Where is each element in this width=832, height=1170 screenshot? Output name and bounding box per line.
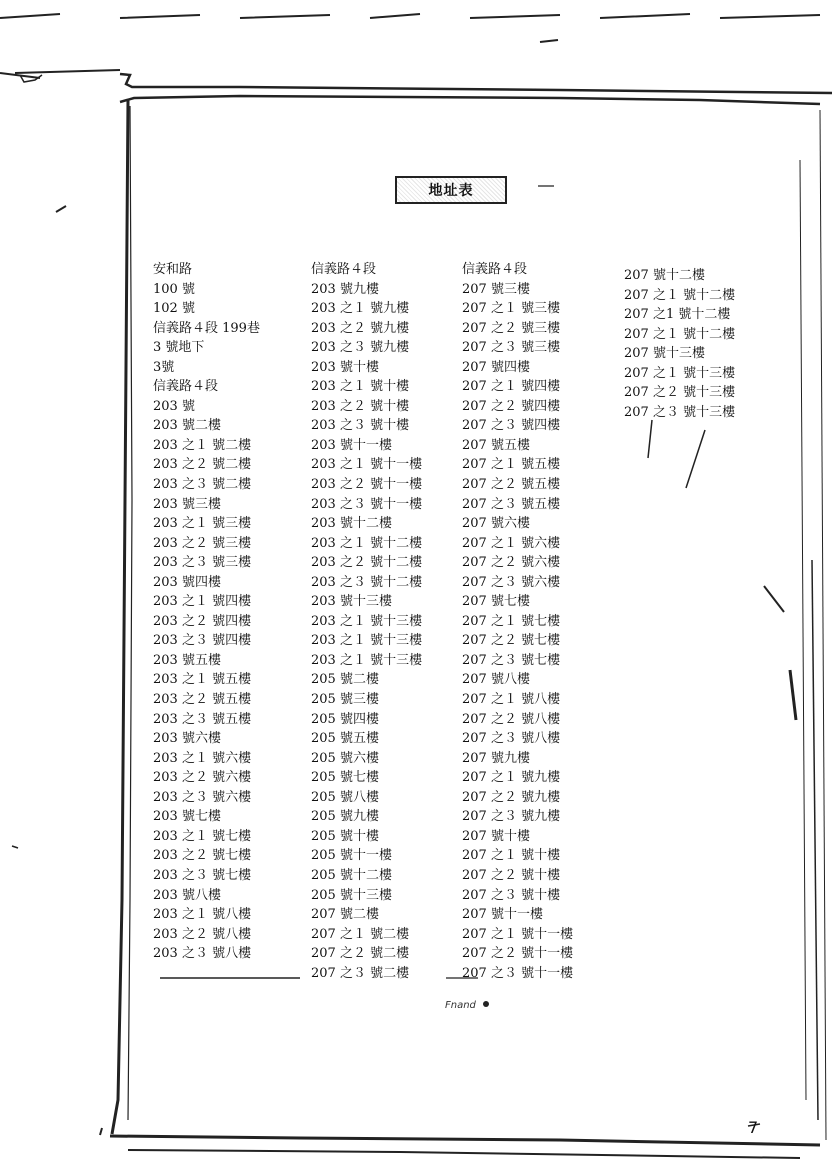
address-line: 207 之３ 號三樓 — [462, 340, 561, 356]
address-line: 207 號五樓 — [462, 437, 530, 453]
address-line: 203 之２ 號六樓 — [153, 770, 252, 786]
address-line: 207 之３ 號九樓 — [462, 809, 561, 825]
address-line: 203 號六樓 — [153, 731, 221, 747]
address-line: 203 號七樓 — [153, 809, 221, 825]
address-line: 207 之１ 號八樓 — [462, 692, 561, 708]
address-line: 100 號 — [153, 281, 195, 297]
address-line: 203 之３ 號十樓 — [311, 418, 410, 434]
address-line: 203 之３ 號四樓 — [153, 633, 252, 649]
address-line: 207 號二樓 — [311, 907, 379, 923]
address-line: 203 之１ 號十三樓 — [311, 652, 423, 668]
address-line: 203 之３ 號三樓 — [153, 555, 252, 571]
address-line: 203 之１ 號二樓 — [153, 437, 252, 453]
address-line: 207 之１ 號六樓 — [462, 535, 561, 551]
address-line: 207 號十一樓 — [462, 907, 543, 923]
address-line: 207 之２ 號十一樓 — [462, 946, 574, 962]
address-line: 203 之１ 號五樓 — [153, 672, 252, 688]
address-line: 203 號九樓 — [311, 281, 379, 297]
address-line: 203 之３ 號五樓 — [153, 711, 252, 727]
address-line: 207 號十三樓 — [624, 346, 705, 362]
address-line: 207 號十樓 — [462, 828, 530, 844]
address-line: 207 之２ 號十三樓 — [624, 385, 736, 401]
address-line: 203 號十一樓 — [311, 437, 392, 453]
address-line: 205 號三樓 — [311, 692, 379, 708]
address-line: 3 號地下 — [153, 340, 205, 356]
address-line: 203 之１ 號三樓 — [153, 516, 252, 532]
address-line: 205 號十三樓 — [311, 887, 392, 903]
address-line: 205 號四樓 — [311, 711, 379, 727]
address-line: 207 之３ 號八樓 — [462, 731, 561, 747]
address-line: 203 號三樓 — [153, 496, 221, 512]
address-line: 203 之３ 號九樓 — [311, 340, 410, 356]
address-line: 102 號 — [153, 301, 195, 317]
address-line: 安和路 — [153, 262, 193, 277]
address-line: 203 號十二樓 — [311, 516, 392, 532]
address-line: 203 之２ 號八樓 — [153, 926, 252, 942]
address-line: 207 之３ 號十一樓 — [462, 965, 574, 981]
address-line: 203 之２ 號九樓 — [311, 320, 410, 336]
address-line: 207 之１ 號二樓 — [311, 926, 410, 942]
address-line: 203 之１ 號七樓 — [153, 828, 252, 844]
address-line: 207 號十二樓 — [624, 268, 705, 283]
address-line: 207 之３ 號十三樓 — [624, 404, 736, 420]
address-line: 205 號八樓 — [311, 789, 379, 805]
address-line: 207 之２ 號六樓 — [462, 555, 561, 571]
address-line: 207 之３ 號二樓 — [311, 965, 410, 981]
document-title-stamp — [395, 176, 507, 204]
address-line: 207 之３ 號五樓 — [462, 496, 561, 512]
address-line: 203 之２ 號十樓 — [311, 398, 410, 414]
address-line: 207 之１ 號十二樓 — [624, 326, 736, 342]
address-line: 205 號五樓 — [311, 731, 379, 747]
address-line: 207 之２ 號三樓 — [462, 320, 561, 336]
address-line: 207 之１ 號十樓 — [462, 848, 561, 864]
address-line: 203 之３ 號二樓 — [153, 477, 252, 493]
address-line: 203 之２ 號四樓 — [153, 613, 252, 629]
address-line: 203 之１ 號十二樓 — [311, 535, 423, 551]
address-line: 203 之２ 號二樓 — [153, 457, 252, 473]
address-line: 205 號六樓 — [311, 750, 379, 766]
address-line: 203 之１ 號十樓 — [311, 379, 410, 395]
address-column-1 — [153, 260, 260, 964]
address-line: 207 之２ 號二樓 — [311, 946, 410, 962]
address-column-2 — [311, 260, 422, 983]
address-line: 203 之３ 號八樓 — [153, 946, 252, 962]
address-line: 203 之１ 號十一樓 — [311, 457, 423, 473]
address-line: 207 之１ 號七樓 — [462, 613, 561, 629]
address-line: 203 號八樓 — [153, 887, 221, 903]
address-line: 207 之１ 號十一樓 — [462, 926, 574, 942]
address-line: 203 之２ 號七樓 — [153, 848, 252, 864]
address-line: 207 之３ 號四樓 — [462, 418, 561, 434]
address-line: 203 之３ 號十二樓 — [311, 574, 423, 590]
address-line: 203 號十三樓 — [311, 594, 392, 610]
footer-signature-mark: Fnand — [445, 1000, 476, 1011]
document-title: 地址表 — [428, 183, 474, 199]
address-line: 203 號二樓 — [153, 418, 221, 434]
address-line: 207 之３ 號六樓 — [462, 574, 561, 590]
address-line: 207 之２ 號十樓 — [462, 867, 561, 883]
address-line: 信義路４段 — [153, 379, 219, 395]
address-line: 207 之３ 號七樓 — [462, 652, 561, 668]
address-line: 207 之２ 號七樓 — [462, 633, 561, 649]
address-line: 207 之２ 號四樓 — [462, 398, 561, 414]
address-line: 203 之３ 號七樓 — [153, 867, 252, 883]
address-line: 207 之１ 號十三樓 — [624, 365, 736, 381]
address-line: 205 號十二樓 — [311, 867, 392, 883]
address-line: 207 之１ 號九樓 — [462, 770, 561, 786]
address-column-4 — [624, 266, 735, 422]
address-line: 207 之１ 號四樓 — [462, 379, 561, 395]
address-line: 207 之１ 號十二樓 — [624, 287, 736, 303]
address-column-3 — [462, 260, 573, 983]
address-line: 203 之１ 號九樓 — [311, 301, 410, 317]
address-line: 207 號七樓 — [462, 594, 530, 610]
page-corner-mark: 7 — [748, 1118, 759, 1137]
address-line: 203 號四樓 — [153, 574, 221, 590]
address-line: 信義路４段 199巷 — [153, 320, 260, 336]
address-line: 203 號 — [153, 398, 195, 414]
address-line: 203 之１ 號十三樓 — [311, 613, 423, 629]
address-line: 207 之１ 號三樓 — [462, 301, 561, 317]
address-line: 信義路４段 — [311, 262, 377, 277]
address-line: 203 之２ 號三樓 — [153, 535, 252, 551]
address-line: 203 之３ 號十一樓 — [311, 496, 423, 512]
address-line: 203 之２ 號五樓 — [153, 692, 252, 708]
address-line: 203 之１ 號十三樓 — [311, 633, 423, 649]
address-line: 205 號十一樓 — [311, 848, 392, 864]
address-line: 203 號五樓 — [153, 652, 221, 668]
address-line: 203 之１ 號四樓 — [153, 594, 252, 610]
address-line: 203 之１ 號六樓 — [153, 750, 252, 766]
address-line: 207 號六樓 — [462, 516, 530, 532]
address-line: 207 號三樓 — [462, 281, 530, 297]
address-line: 207 之２ 號九樓 — [462, 789, 561, 805]
address-line: 203 之２ 號十一樓 — [311, 477, 423, 493]
address-line: 207 之1 號十二樓 — [624, 307, 731, 323]
address-line: 3號 — [153, 359, 175, 375]
address-line: 203 號十樓 — [311, 359, 379, 375]
address-line: 205 號七樓 — [311, 770, 379, 786]
address-line: 207 之２ 號五樓 — [462, 477, 561, 493]
address-line: 207 號九樓 — [462, 750, 530, 766]
address-line: 205 號十樓 — [311, 828, 379, 844]
address-line: 203 之１ 號八樓 — [153, 907, 252, 923]
address-line: 207 之３ 號十樓 — [462, 887, 561, 903]
address-line: 203 之２ 號十二樓 — [311, 555, 423, 571]
address-line: 信義路４段 — [462, 262, 528, 277]
address-line: 205 號九樓 — [311, 809, 379, 825]
address-line: 207 號四樓 — [462, 359, 530, 375]
address-line: 207 號八樓 — [462, 672, 530, 688]
address-line: 207 之１ 號五樓 — [462, 457, 561, 473]
address-line: 207 之２ 號八樓 — [462, 711, 561, 727]
address-line: 203 之３ 號六樓 — [153, 789, 252, 805]
address-line: 205 號二樓 — [311, 672, 379, 688]
